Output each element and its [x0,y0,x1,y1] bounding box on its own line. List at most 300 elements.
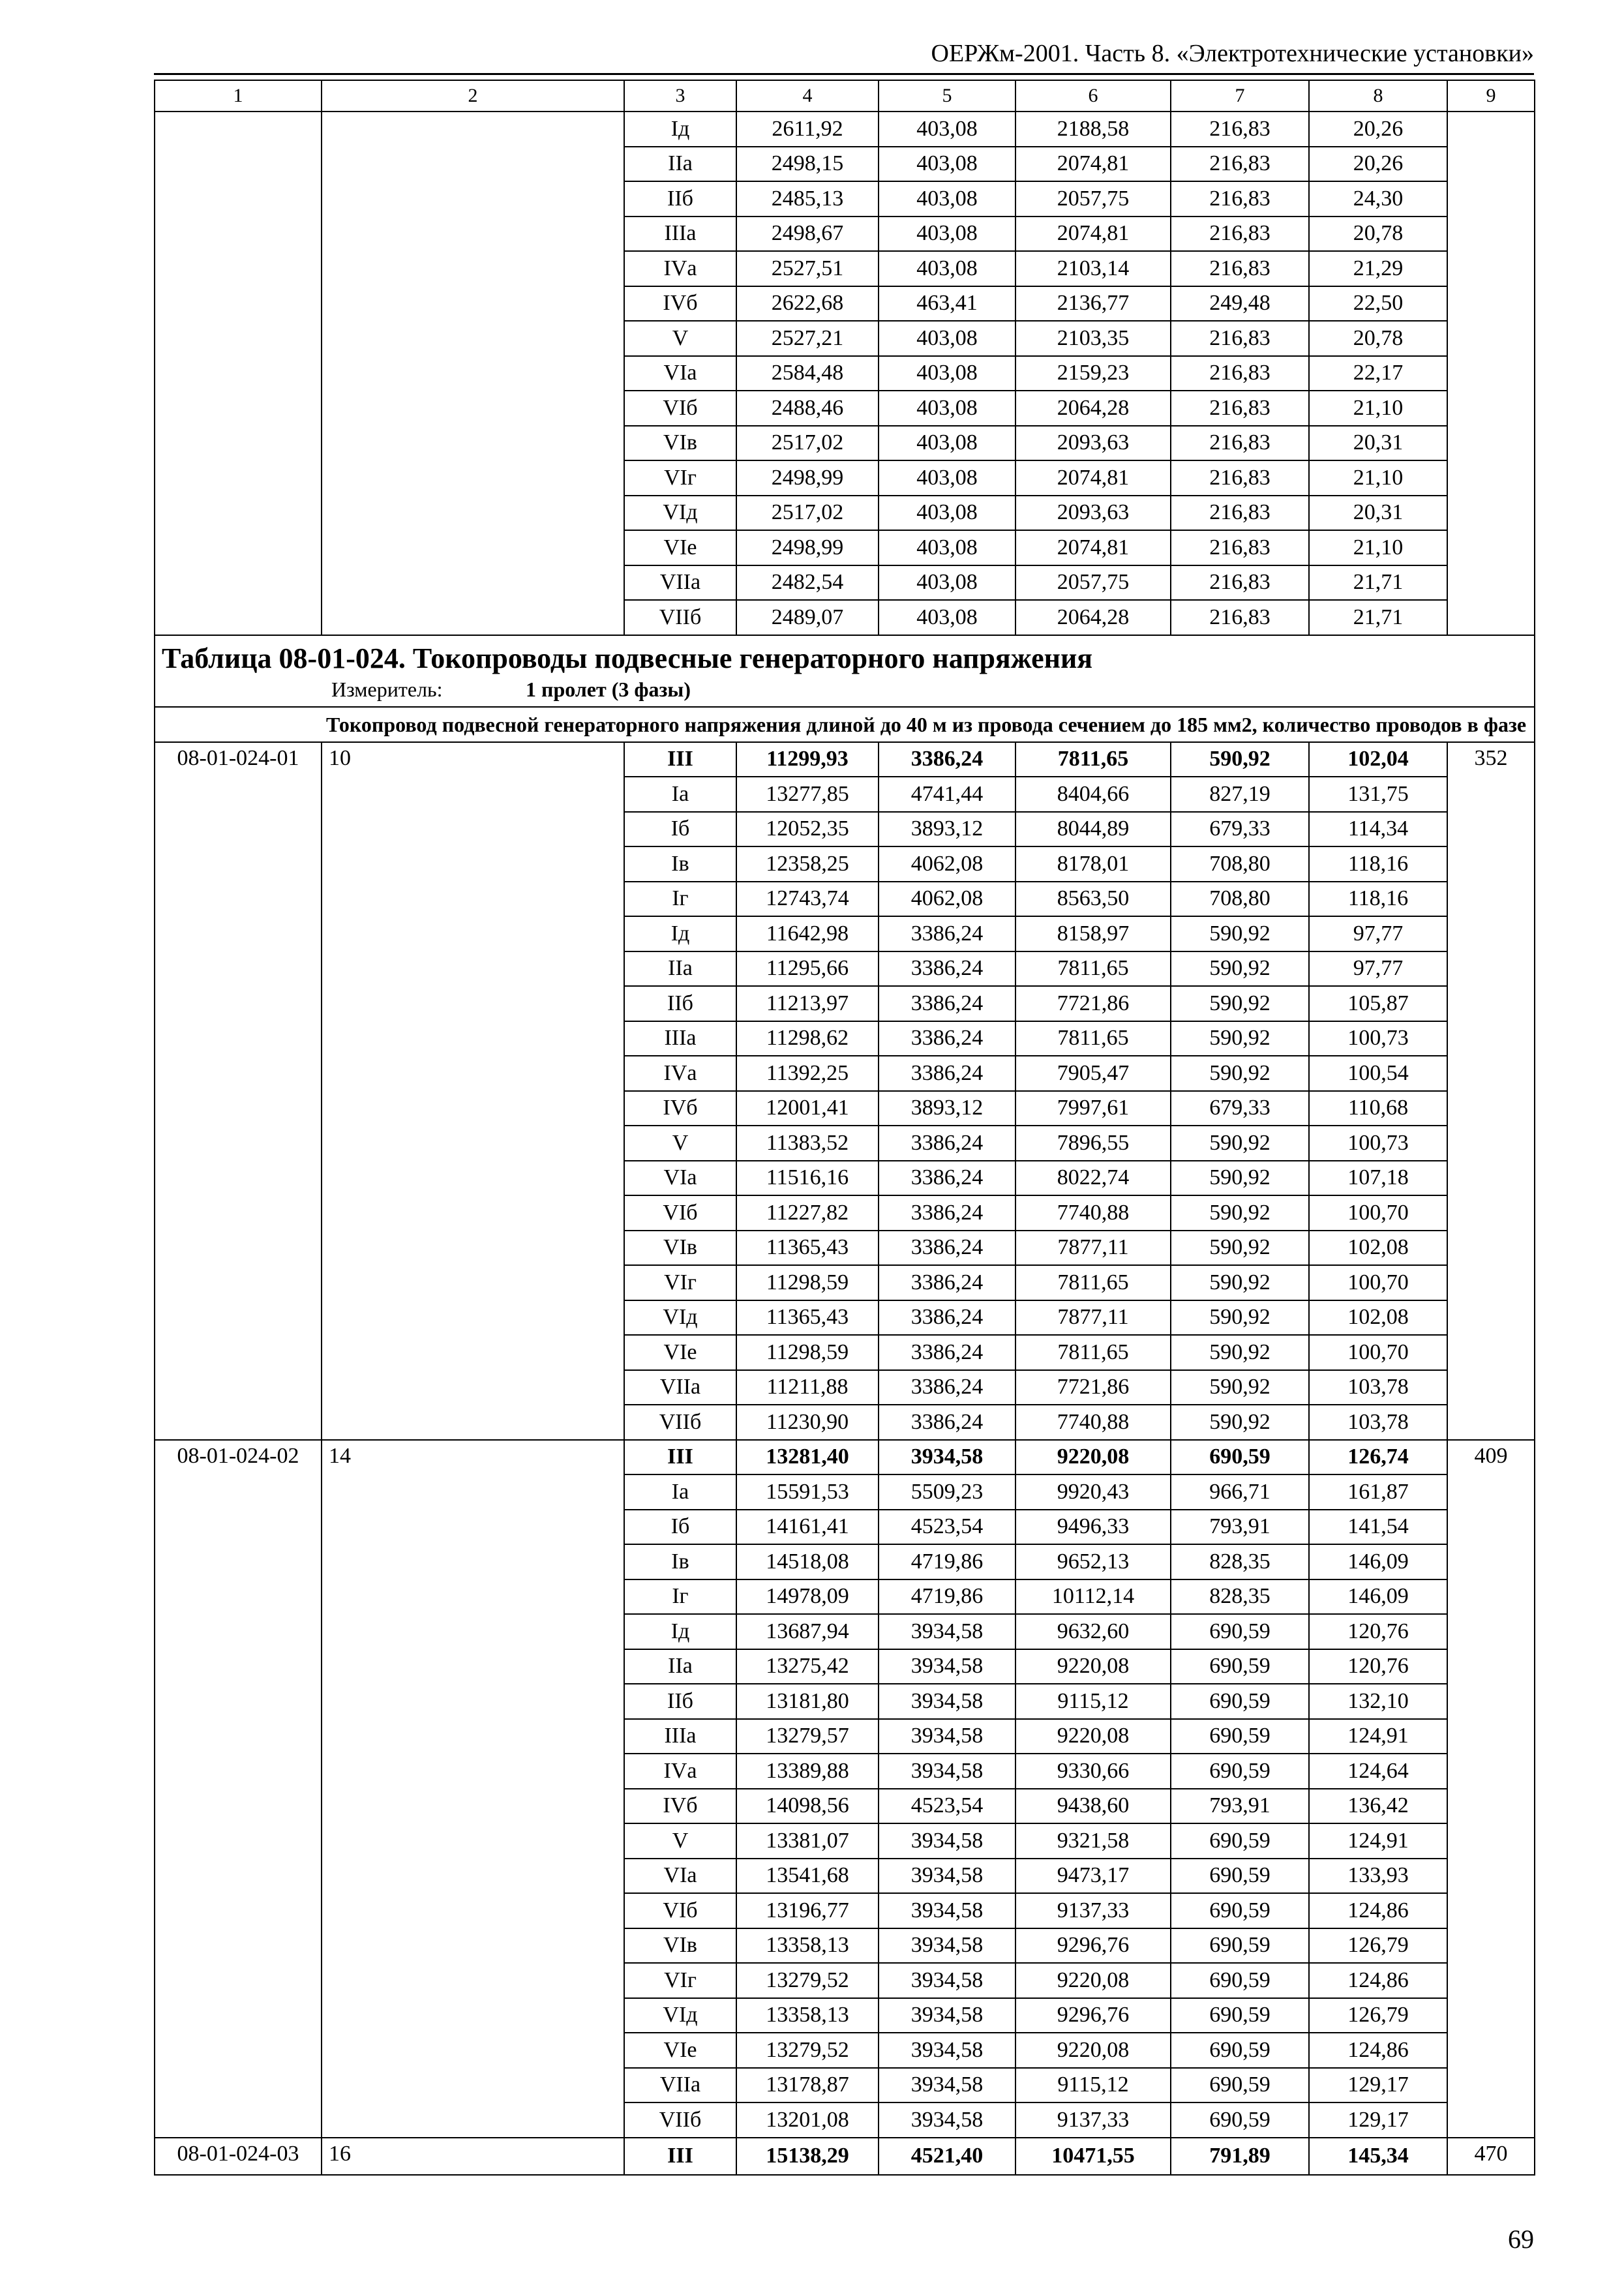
machinists-wages-cell: 690,59 [1171,1684,1309,1719]
machines-cell: 2093,63 [1015,496,1171,531]
machinists-wages-cell: 590,92 [1171,1161,1309,1196]
phase-cell: Iд [624,112,736,147]
machines-cell: 9220,08 [1015,1963,1171,1998]
machinists-wages-cell: 216,83 [1171,565,1309,601]
column-number-row [155,80,1535,112]
machines-cell: 7905,47 [1015,1056,1171,1091]
column-number: 6 [1015,80,1171,112]
machinists-wages-cell: 216,83 [1171,321,1309,356]
total-cost-cell: 13201,08 [736,2102,879,2138]
machinists-wages-cell: 590,92 [1171,986,1309,1021]
machines-cell: 10112,14 [1015,1579,1171,1615]
total-cost-cell: 11365,43 [736,1231,879,1266]
materials-cell: 20,26 [1309,147,1447,182]
wages-cell: 3934,58 [879,1823,1015,1859]
phase-cell: VIе [624,1335,736,1370]
wages-cell: 3934,58 [879,2033,1015,2068]
total-cost-cell: 2489,07 [736,600,879,635]
total-cost-cell: 14978,09 [736,1579,879,1615]
machinists-wages-cell: 216,83 [1171,112,1309,147]
phase-cell: IIа [624,1649,736,1684]
phase-cell: IVб [624,1789,736,1824]
table-row [155,1440,1535,1475]
phase-cell: V [624,1823,736,1859]
machines-cell: 9220,08 [1015,1440,1171,1475]
machinists-wages-cell: 690,59 [1171,1998,1309,2033]
materials-cell: 124,91 [1309,1823,1447,1859]
total-cost-cell: 11295,66 [736,951,879,987]
machines-cell: 7877,11 [1015,1300,1171,1336]
materials-cell: 21,10 [1309,391,1447,426]
machines-cell: 9321,58 [1015,1823,1171,1859]
wages-cell: 3893,12 [879,812,1015,847]
wages-cell: 3934,58 [879,2102,1015,2138]
machines-cell: 8044,89 [1015,812,1171,847]
total-cost-cell: 2485,13 [736,181,879,217]
machines-cell: 8563,50 [1015,882,1171,917]
phase-cell: Iв [624,1544,736,1579]
total-cost-cell: 11213,97 [736,986,879,1021]
machinists-wages-cell: 590,92 [1171,951,1309,987]
machinists-wages-cell: 590,92 [1171,1195,1309,1231]
total-cost-cell: 14098,56 [736,1789,879,1824]
materials-cell: 21,10 [1309,460,1447,496]
total-cost-cell: 2622,68 [736,286,879,322]
wages-cell: 403,08 [879,217,1015,252]
wages-cell: 3386,24 [879,1126,1015,1161]
table-title-cell [155,635,1535,707]
machinists-wages-cell: 216,83 [1171,181,1309,217]
phase-cell: VIб [624,1893,736,1928]
machines-cell: 2074,81 [1015,147,1171,182]
machinists-wages-cell: 690,59 [1171,1754,1309,1789]
machines-cell: 2103,35 [1015,321,1171,356]
machinists-wages-cell: 690,59 [1171,1823,1309,1859]
machinists-wages-cell: 216,83 [1171,147,1309,182]
machines-cell: 9920,43 [1015,1474,1171,1510]
phase-cell: VIа [624,356,736,391]
materials-cell: 20,78 [1309,217,1447,252]
column-number: 3 [624,80,736,112]
wages-cell: 4523,54 [879,1789,1015,1824]
total-cost-cell: 13178,87 [736,2068,879,2103]
wages-cell: 3386,24 [879,1265,1015,1300]
total-cost-cell: 13281,40 [736,1440,879,1475]
phase-cell: VIIа [624,2068,736,2103]
machines-cell: 7811,65 [1015,742,1171,777]
machines-cell: 2057,75 [1015,565,1171,601]
wages-cell: 3386,24 [879,1335,1015,1370]
wages-cell: 403,08 [879,496,1015,531]
total-cost-cell: 2611,92 [736,112,879,147]
machinists-wages-cell: 690,59 [1171,1928,1309,1964]
materials-cell: 105,87 [1309,986,1447,1021]
phase-cell: IVа [624,1056,736,1091]
page-header: ОЕРЖм-2001. Часть 8. «Электротехнические установки» [931,40,1534,67]
column-number: 2 [322,80,624,112]
materials-cell: 100,54 [1309,1056,1447,1091]
item-number: 16 [322,2138,624,2176]
materials-cell: 20,31 [1309,496,1447,531]
item-code: 08-01-024-03 [155,2138,322,2176]
phase-cell: VIе [624,530,736,565]
wages-cell: 3934,58 [879,1440,1015,1475]
column-number: 8 [1309,80,1447,112]
phase-cell: VIд [624,1998,736,2033]
wages-cell: 3934,58 [879,1893,1015,1928]
total-cost-cell: 2584,48 [736,356,879,391]
total-cost-cell: 11299,93 [736,742,879,777]
machinists-wages-cell: 590,92 [1171,916,1309,951]
materials-cell: 124,86 [1309,2033,1447,2068]
page-number: 69 [1508,2224,1534,2254]
phase-cell: IVа [624,251,736,286]
materials-cell: 21,29 [1309,251,1447,286]
machines-cell: 9220,08 [1015,2033,1171,2068]
phase-cell: VIIб [624,600,736,635]
machinists-wages-cell: 590,92 [1171,1335,1309,1370]
machines-cell: 9496,33 [1015,1510,1171,1545]
materials-cell: 20,78 [1309,321,1447,356]
machines-cell: 7740,88 [1015,1195,1171,1231]
wages-cell: 403,08 [879,530,1015,565]
phase-cell: VIд [624,496,736,531]
machines-cell: 9652,13 [1015,1544,1171,1579]
column-number: 4 [736,80,879,112]
materials-cell: 129,17 [1309,2102,1447,2138]
machinists-wages-cell: 590,92 [1171,1021,1309,1056]
machinists-wages-cell: 216,83 [1171,530,1309,565]
phase-cell: III [624,1440,736,1475]
wages-cell: 4719,86 [879,1544,1015,1579]
total-cost-cell: 11211,88 [736,1370,879,1405]
wages-cell: 3934,58 [879,1928,1015,1964]
materials-cell: 107,18 [1309,1161,1447,1196]
item-number: 14 [322,1440,624,2138]
machines-cell: 7811,65 [1015,1265,1171,1300]
table-row [155,2138,1535,2176]
phase-cell: III [624,742,736,777]
materials-cell: 131,75 [1309,777,1447,812]
wages-cell: 3386,24 [879,1231,1015,1266]
phase-cell: Iг [624,882,736,917]
machinists-wages-cell: 590,92 [1171,1370,1309,1405]
materials-cell: 103,78 [1309,1370,1447,1405]
materials-cell: 21,10 [1309,530,1447,565]
machines-cell: 9330,66 [1015,1754,1171,1789]
wages-cell: 403,08 [879,251,1015,286]
wages-cell: 403,08 [879,356,1015,391]
phase-cell: Iб [624,1510,736,1545]
total-cost-cell: 13358,13 [736,1998,879,2033]
machinists-wages-cell: 249,48 [1171,286,1309,322]
materials-cell: 129,17 [1309,2068,1447,2103]
column-number: 5 [879,80,1015,112]
machinists-wages-cell: 966,71 [1171,1474,1309,1510]
machines-cell: 2064,28 [1015,391,1171,426]
machinists-wages-cell: 690,59 [1171,1893,1309,1928]
phase-cell: VIIа [624,565,736,601]
item-code: 08-01-024-02 [155,1440,322,2138]
machinists-wages-cell: 690,59 [1171,2102,1309,2138]
machines-cell: 7811,65 [1015,951,1171,987]
machinists-wages-cell: 690,59 [1171,1440,1309,1475]
machinists-wages-cell: 216,83 [1171,496,1309,531]
materials-cell: 97,77 [1309,916,1447,951]
rates-table [154,80,1535,2176]
wages-cell: 4741,44 [879,777,1015,812]
wages-cell: 4719,86 [879,1579,1015,1615]
wages-cell: 403,08 [879,460,1015,496]
wages-cell: 4062,08 [879,846,1015,882]
machines-cell: 7896,55 [1015,1126,1171,1161]
machines-cell: 9296,76 [1015,1998,1171,2033]
machinists-wages-cell: 216,83 [1171,251,1309,286]
total-cost-cell: 13389,88 [736,1754,879,1789]
machines-cell: 2074,81 [1015,217,1171,252]
phase-cell: VIг [624,1963,736,1998]
materials-cell: 114,34 [1309,812,1447,847]
machines-cell: 9137,33 [1015,2102,1171,2138]
machinists-wages-cell: 690,59 [1171,1719,1309,1754]
machines-cell: 2057,75 [1015,181,1171,217]
machines-cell: 2093,63 [1015,426,1171,461]
total-cost-cell: 11392,25 [736,1056,879,1091]
materials-cell: 132,10 [1309,1684,1447,1719]
phase-cell: IIIа [624,1021,736,1056]
materials-cell: 103,78 [1309,1405,1447,1440]
total-cost-cell: 14161,41 [736,1510,879,1545]
machines-cell: 9220,08 [1015,1719,1171,1754]
wages-cell: 3893,12 [879,1091,1015,1126]
total-cost-cell: 2482,54 [736,565,879,601]
wages-cell: 5509,23 [879,1474,1015,1510]
materials-cell: 118,16 [1309,846,1447,882]
phase-cell: VIIб [624,2102,736,2138]
machines-cell: 7740,88 [1015,1405,1171,1440]
total-cost-cell: 2517,02 [736,496,879,531]
wages-cell: 3934,58 [879,1649,1015,1684]
wages-cell: 403,08 [879,426,1015,461]
wages-cell: 403,08 [879,112,1015,147]
total-cost-cell: 11298,62 [736,1021,879,1056]
machines-cell: 8158,97 [1015,916,1171,951]
total-cost-cell: 13277,85 [736,777,879,812]
table-row [155,742,1535,777]
total-cost-cell: 11227,82 [736,1195,879,1231]
materials-cell: 102,08 [1309,1300,1447,1336]
materials-cell: 145,34 [1309,2138,1447,2176]
total-cost-cell: 15138,29 [736,2138,879,2176]
item-code: 08-01-024-01 [155,742,322,1440]
wages-cell: 3386,24 [879,742,1015,777]
wages-cell: 4523,54 [879,1510,1015,1545]
phase-cell: Iа [624,777,736,812]
machinists-wages-cell: 690,59 [1171,1649,1309,1684]
machines-cell: 7877,11 [1015,1231,1171,1266]
phase-cell: VIб [624,391,736,426]
machines-cell: 9632,60 [1015,1614,1171,1649]
machinists-wages-cell: 791,89 [1171,2138,1309,2176]
item-measure: 470 [1447,2138,1535,2176]
materials-cell: 124,64 [1309,1754,1447,1789]
machines-cell: 2074,81 [1015,530,1171,565]
materials-cell: 100,70 [1309,1335,1447,1370]
wages-cell: 3386,24 [879,1370,1015,1405]
machinists-wages-cell: 590,92 [1171,742,1309,777]
wages-cell: 3386,24 [879,1056,1015,1091]
phase-cell: VIе [624,2033,736,2068]
item-measure: 409 [1447,1440,1535,2138]
machines-cell: 2103,14 [1015,251,1171,286]
number-cell [322,112,624,635]
measure-label: Измеритель: [331,677,443,701]
materials-cell: 118,16 [1309,882,1447,917]
total-cost-cell: 12743,74 [736,882,879,917]
total-cost-cell: 2498,67 [736,217,879,252]
total-cost-cell: 13687,94 [736,1614,879,1649]
machinists-wages-cell: 679,33 [1171,1091,1309,1126]
phase-cell: III [624,2138,736,2176]
total-cost-cell: 2498,15 [736,147,879,182]
materials-cell: 133,93 [1309,1859,1447,1894]
phase-cell: VIв [624,1231,736,1266]
materials-cell: 146,09 [1309,1544,1447,1579]
measure-line [162,676,1529,702]
phase-cell: VIIб [624,1405,736,1440]
phase-cell: IIIа [624,1719,736,1754]
phase-cell: VIа [624,1161,736,1196]
machines-cell: 2074,81 [1015,460,1171,496]
wages-cell: 403,08 [879,321,1015,356]
total-cost-cell: 12001,41 [736,1091,879,1126]
machines-cell: 8404,66 [1015,777,1171,812]
phase-cell: VIа [624,1859,736,1894]
machinists-wages-cell: 590,92 [1171,1300,1309,1336]
total-cost-cell: 2527,51 [736,251,879,286]
wages-cell: 403,08 [879,565,1015,601]
wages-cell: 3934,58 [879,1684,1015,1719]
phase-cell: IIа [624,951,736,987]
machines-cell: 7811,65 [1015,1335,1171,1370]
machinists-wages-cell: 679,33 [1171,812,1309,847]
code-cell [155,112,322,635]
description-row [155,707,1535,742]
machinists-wages-cell: 690,59 [1171,2068,1309,2103]
machines-cell: 2159,23 [1015,356,1171,391]
materials-cell: 22,17 [1309,356,1447,391]
phase-cell: IIб [624,986,736,1021]
total-cost-cell: 11298,59 [736,1335,879,1370]
wages-cell: 403,08 [879,181,1015,217]
materials-cell: 20,31 [1309,426,1447,461]
machinists-wages-cell: 216,83 [1171,217,1309,252]
machinists-wages-cell: 690,59 [1171,1614,1309,1649]
machines-cell: 7997,61 [1015,1091,1171,1126]
table-title-row [155,635,1535,707]
phase-cell: IIб [624,181,736,217]
total-cost-cell: 13181,80 [736,1684,879,1719]
machinists-wages-cell: 690,59 [1171,2033,1309,2068]
machines-cell: 9115,12 [1015,1684,1171,1719]
phase-cell: VIIа [624,1370,736,1405]
phase-cell: V [624,1126,736,1161]
column-number: 7 [1171,80,1309,112]
machinists-wages-cell: 590,92 [1171,1405,1309,1440]
machines-cell: 9296,76 [1015,1928,1171,1964]
materials-cell: 120,76 [1309,1649,1447,1684]
machines-cell: 7721,86 [1015,986,1171,1021]
machines-cell: 10471,55 [1015,2138,1171,2176]
measure-cell [1447,112,1535,635]
table-title: Таблица 08-01-024. Токопроводы подвесные генераторного напряжения [162,642,1093,674]
total-cost-cell: 14518,08 [736,1544,879,1579]
total-cost-cell: 13381,07 [736,1823,879,1859]
total-cost-cell: 11642,98 [736,916,879,951]
wages-cell: 4062,08 [879,882,1015,917]
machinists-wages-cell: 690,59 [1171,1963,1309,1998]
wages-cell: 3386,24 [879,951,1015,987]
total-cost-cell: 2527,21 [736,321,879,356]
phase-cell: IVб [624,286,736,322]
total-cost-cell: 15591,53 [736,1474,879,1510]
materials-cell: 120,76 [1309,1614,1447,1649]
total-cost-cell: 13196,77 [736,1893,879,1928]
phase-cell: Iа [624,1474,736,1510]
materials-cell: 102,08 [1309,1231,1447,1266]
wages-cell: 3386,24 [879,1021,1015,1056]
materials-cell: 24,30 [1309,181,1447,217]
materials-cell: 141,54 [1309,1510,1447,1545]
phase-cell: Iб [624,812,736,847]
materials-cell: 21,71 [1309,565,1447,601]
machinists-wages-cell: 590,92 [1171,1265,1309,1300]
total-cost-cell: 11298,59 [736,1265,879,1300]
materials-cell: 102,04 [1309,742,1447,777]
phase-cell: IIIа [624,217,736,252]
machines-cell: 7811,65 [1015,1021,1171,1056]
phase-cell: VIг [624,460,736,496]
machinists-wages-cell: 708,80 [1171,846,1309,882]
phase-cell: VIв [624,426,736,461]
wages-cell: 3934,58 [879,1998,1015,2033]
machinists-wages-cell: 793,91 [1171,1510,1309,1545]
total-cost-cell: 2498,99 [736,530,879,565]
phase-cell: V [624,321,736,356]
wages-cell: 403,08 [879,147,1015,182]
materials-cell: 20,26 [1309,112,1447,147]
phase-cell: VIд [624,1300,736,1336]
total-cost-cell: 13279,52 [736,2033,879,2068]
materials-cell: 161,87 [1309,1474,1447,1510]
materials-cell: 100,70 [1309,1265,1447,1300]
table-row [155,112,1535,147]
table-description: Токопровод подвесной генераторного напряжения длиной до 40 м из провода сечением до 185 мм2, количество проводов в фазе [155,707,1535,742]
materials-cell: 110,68 [1309,1091,1447,1126]
materials-cell: 126,79 [1309,1998,1447,2033]
phase-cell: VIб [624,1195,736,1231]
machinists-wages-cell: 827,19 [1171,777,1309,812]
phase-cell: VIв [624,1928,736,1964]
materials-cell: 146,09 [1309,1579,1447,1615]
machinists-wages-cell: 828,35 [1171,1544,1309,1579]
machines-cell: 9115,12 [1015,2068,1171,2103]
machinists-wages-cell: 590,92 [1171,1126,1309,1161]
machinists-wages-cell: 590,92 [1171,1056,1309,1091]
total-cost-cell: 13275,42 [736,1649,879,1684]
total-cost-cell: 2488,46 [736,391,879,426]
total-cost-cell: 13279,52 [736,1963,879,1998]
